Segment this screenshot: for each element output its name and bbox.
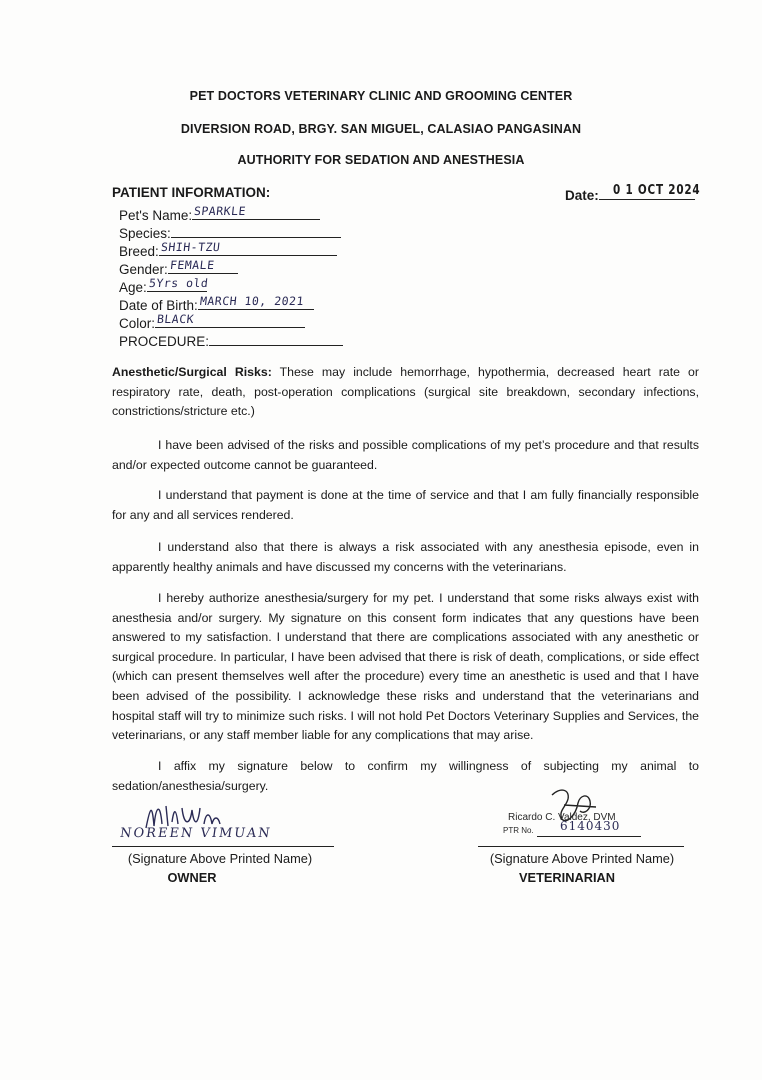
risks-text: These may include hemorrhage, hypothermia, decreased heart rate or respiratory rate, death, post-operation complications (surgical site breakdown, secondary infections, constrictions/stricture etc.) (112, 365, 699, 419)
affix-signature-paragraph: I affix my signature below to confirm my willingness of subjecting my animal to sedation/anesthesia/surgery. (112, 759, 699, 793)
clinic-address: DIVERSION ROAD, BRGY. SAN MIGUEL, CALASIAO PANGASINAN (180, 122, 582, 136)
field-label: Species: (119, 226, 171, 241)
date-line (599, 183, 701, 200)
age-field (119, 277, 207, 295)
dob-field (119, 295, 314, 313)
anesthesia-risk-paragraph: I understand also that there is always a risk associated with any anesthesia episode, even in apparently healthy animals and have discussed my concerns with the veterinarians. (112, 540, 699, 574)
gender-field (119, 259, 238, 277)
color-field (119, 313, 305, 331)
owner-signature-caption: (Signature Above Printed Name) (127, 851, 313, 866)
owner-signature-line (112, 846, 334, 847)
vet-signature-caption: (Signature Above Printed Name) (489, 851, 675, 866)
field-label: Age: (119, 280, 147, 295)
vet-role: VETERINARIAN (519, 870, 615, 885)
breed-field (119, 241, 337, 259)
advised-paragraph: I have been advised of the risks and possible complications of my pet’s procedure and that results and/or expected outcome cannot be guaranteed. (112, 438, 699, 472)
vet-signature-line (478, 846, 684, 847)
breed-value: SHIH-TZU (160, 240, 221, 254)
date-label: Date: (565, 188, 599, 203)
clinic-name: PET DOCTORS VETERINARY CLINIC AND GROOMING CENTER (189, 89, 573, 103)
field-label: PROCEDURE: (119, 334, 210, 349)
color-value: BLACK (156, 312, 195, 326)
risks-label: Anesthetic/Surgical Risks: (112, 365, 272, 379)
owner-role: OWNER (167, 870, 217, 885)
field-label: Date of Birth: (119, 298, 198, 313)
ptr-number: 6140430 (560, 819, 621, 833)
field-label: Breed: (119, 244, 159, 259)
pet-name-field (119, 205, 320, 223)
date-field (565, 183, 701, 203)
owner-printed-name: NOREEN VIMUAN (118, 826, 273, 841)
field-label: Gender: (119, 262, 168, 277)
pet-name-value: SPARKLE (193, 204, 247, 218)
dob-value: MARCH 10, 2021 (199, 294, 305, 308)
field-label: Pet's Name: (119, 208, 193, 223)
patient-info-heading: PATIENT INFORMATION: (112, 185, 271, 200)
payment-paragraph: I understand that payment is done at the time of service and that I am fully financially responsible for any and all services rendered. (112, 488, 699, 522)
authorization-paragraph: I hereby authorize anesthesia/surgery for my pet. I understand that some risks always exist with anesthesia and/or surgery. My signature on this consent form indicates that any questions have been answered to my satisfaction. I understand that there are complications associated with any anesthetic or surgical procedure. In particular, I have been advised that there is risk of death, complications, or side effect (which can present themselves well after the procedure) every time an anesthetic is used and that I have been advised of the possibility. I acknowledge these risks and understand that the veterinarians and hospital staff will try to minimize such risks. I will not hold Pet Doctors Veterinary Supplies and Services, the veterinarians, or any staff member liable for any complications that may arise. (112, 591, 699, 743)
field-label: Color: (119, 316, 156, 331)
date-value: 0 1 OCT 2024 (612, 183, 701, 198)
gender-value: FEMALE (169, 258, 216, 272)
form-title: AUTHORITY FOR SEDATION AND ANESTHESIA (237, 153, 525, 167)
ptr-label: PTR No. (503, 826, 534, 835)
ptr-line (537, 836, 641, 837)
procedure-field (119, 331, 343, 349)
vet-printed-name: Ricardo C. Valdez, DVM (508, 812, 616, 823)
age-value: 5Yrs old (148, 276, 209, 290)
risks-paragraph (112, 363, 699, 422)
species-field (119, 223, 341, 241)
